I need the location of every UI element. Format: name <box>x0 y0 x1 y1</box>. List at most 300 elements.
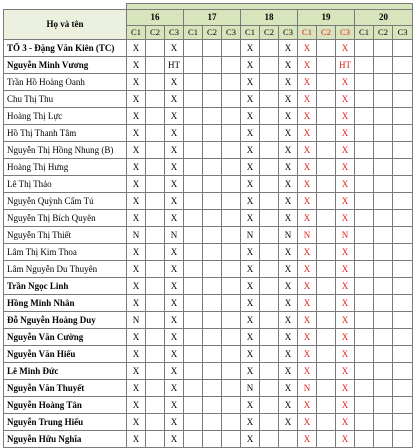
subcolumn-header-19-c2[interactable]: C2 <box>317 26 336 40</box>
attendance-cell[interactable]: X <box>127 142 146 159</box>
attendance-cell[interactable]: X <box>241 40 260 57</box>
attendance-cell[interactable] <box>203 40 222 57</box>
attendance-cell[interactable] <box>222 397 241 414</box>
person-name-cell[interactable]: Nguyễn Thị Hồng Nhung (B) <box>4 142 127 159</box>
person-name-cell[interactable]: Nguyễn Hoàng Tân <box>4 397 127 414</box>
attendance-cell[interactable]: X <box>127 244 146 261</box>
attendance-cell[interactable] <box>222 74 241 91</box>
person-name-cell[interactable]: Trần Hồ Hoàng Oanh <box>4 74 127 91</box>
attendance-cell[interactable] <box>260 159 279 176</box>
attendance-cell[interactable]: X <box>127 193 146 210</box>
attendance-cell[interactable] <box>317 414 336 431</box>
attendance-cell[interactable] <box>203 244 222 261</box>
attendance-cell[interactable]: X <box>279 261 298 278</box>
attendance-cell[interactable] <box>260 108 279 125</box>
attendance-cell[interactable] <box>393 74 413 91</box>
person-name-cell[interactable]: Nguyễn Thị Thiết <box>4 227 127 244</box>
attendance-cell[interactable] <box>184 57 203 74</box>
attendance-cell[interactable] <box>222 295 241 312</box>
attendance-cell[interactable] <box>355 244 374 261</box>
attendance-cell[interactable]: N <box>298 380 317 397</box>
attendance-cell[interactable] <box>146 227 165 244</box>
attendance-cell[interactable]: X <box>298 346 317 363</box>
attendance-cell[interactable] <box>317 210 336 227</box>
attendance-cell[interactable]: X <box>165 414 184 431</box>
attendance-cell[interactable]: X <box>336 193 355 210</box>
attendance-cell[interactable] <box>355 431 374 448</box>
attendance-cell[interactable]: X <box>279 159 298 176</box>
attendance-cell[interactable] <box>355 57 374 74</box>
attendance-cell[interactable] <box>260 431 279 448</box>
attendance-cell[interactable]: N <box>127 312 146 329</box>
attendance-cell[interactable] <box>317 193 336 210</box>
name-column-header[interactable]: Họ và tên <box>4 10 127 40</box>
attendance-cell[interactable]: X <box>298 108 317 125</box>
attendance-cell[interactable] <box>146 210 165 227</box>
attendance-cell[interactable]: X <box>241 176 260 193</box>
attendance-cell[interactable] <box>355 176 374 193</box>
attendance-cell[interactable] <box>317 380 336 397</box>
subcolumn-header-20-c1[interactable]: C1 <box>355 26 374 40</box>
person-name-cell[interactable]: Nguyễn Văn Thuyết <box>4 380 127 397</box>
attendance-cell[interactable] <box>222 193 241 210</box>
attendance-cell[interactable]: X <box>127 346 146 363</box>
attendance-cell[interactable] <box>317 91 336 108</box>
attendance-cell[interactable] <box>203 193 222 210</box>
attendance-cell[interactable] <box>184 261 203 278</box>
attendance-cell[interactable] <box>355 91 374 108</box>
attendance-cell[interactable] <box>222 91 241 108</box>
attendance-cell[interactable]: X <box>127 414 146 431</box>
attendance-cell[interactable] <box>222 125 241 142</box>
attendance-cell[interactable] <box>374 57 393 74</box>
attendance-cell[interactable]: X <box>241 125 260 142</box>
attendance-cell[interactable] <box>184 227 203 244</box>
attendance-cell[interactable]: X <box>165 91 184 108</box>
person-name-cell[interactable]: Nguyễn Văn Hiếu <box>4 346 127 363</box>
attendance-cell[interactable]: X <box>241 397 260 414</box>
attendance-cell[interactable] <box>355 74 374 91</box>
attendance-cell[interactable]: X <box>298 91 317 108</box>
attendance-cell[interactable] <box>355 210 374 227</box>
attendance-cell[interactable] <box>146 363 165 380</box>
attendance-cell[interactable]: X <box>279 329 298 346</box>
attendance-cell[interactable]: X <box>241 329 260 346</box>
attendance-cell[interactable] <box>317 261 336 278</box>
attendance-cell[interactable]: X <box>279 193 298 210</box>
attendance-cell[interactable] <box>260 176 279 193</box>
attendance-cell[interactable]: X <box>336 142 355 159</box>
attendance-cell[interactable]: X <box>165 40 184 57</box>
attendance-cell[interactable] <box>355 40 374 57</box>
attendance-cell[interactable]: N <box>298 227 317 244</box>
attendance-cell[interactable] <box>203 414 222 431</box>
attendance-cell[interactable] <box>203 142 222 159</box>
attendance-cell[interactable] <box>222 40 241 57</box>
attendance-cell[interactable] <box>317 159 336 176</box>
attendance-cell[interactable]: X <box>336 176 355 193</box>
attendance-cell[interactable] <box>203 125 222 142</box>
attendance-cell[interactable] <box>184 414 203 431</box>
person-name-cell[interactable]: Lê Minh Đức <box>4 363 127 380</box>
attendance-cell[interactable]: X <box>127 210 146 227</box>
attendance-cell[interactable]: X <box>165 261 184 278</box>
attendance-cell[interactable] <box>222 278 241 295</box>
attendance-cell[interactable]: X <box>241 295 260 312</box>
person-name-cell[interactable]: Nguyễn Hữu Nghĩa <box>4 431 127 448</box>
attendance-cell[interactable] <box>317 125 336 142</box>
person-name-cell[interactable]: Hồ Thị Thanh Tâm <box>4 125 127 142</box>
attendance-cell[interactable] <box>222 176 241 193</box>
attendance-cell[interactable] <box>146 159 165 176</box>
attendance-cell[interactable] <box>355 295 374 312</box>
attendance-cell[interactable] <box>374 295 393 312</box>
attendance-cell[interactable]: X <box>298 261 317 278</box>
attendance-cell[interactable]: X <box>241 91 260 108</box>
attendance-cell[interactable] <box>260 227 279 244</box>
attendance-cell[interactable]: X <box>336 363 355 380</box>
attendance-cell[interactable] <box>374 91 393 108</box>
attendance-cell[interactable]: X <box>336 40 355 57</box>
attendance-cell[interactable] <box>317 278 336 295</box>
attendance-cell[interactable] <box>222 380 241 397</box>
attendance-cell[interactable]: X <box>127 380 146 397</box>
attendance-cell[interactable] <box>393 312 413 329</box>
attendance-cell[interactable]: X <box>241 159 260 176</box>
attendance-cell[interactable] <box>184 295 203 312</box>
attendance-cell[interactable] <box>317 363 336 380</box>
attendance-cell[interactable]: X <box>279 346 298 363</box>
attendance-cell[interactable] <box>146 176 165 193</box>
attendance-cell[interactable] <box>374 40 393 57</box>
attendance-cell[interactable] <box>203 329 222 346</box>
attendance-cell[interactable]: X <box>279 142 298 159</box>
group-header-17[interactable]: 17 <box>184 10 241 26</box>
attendance-cell[interactable] <box>184 346 203 363</box>
attendance-cell[interactable] <box>146 414 165 431</box>
attendance-cell[interactable]: X <box>127 40 146 57</box>
attendance-cell[interactable] <box>260 91 279 108</box>
attendance-cell[interactable] <box>260 329 279 346</box>
attendance-cell[interactable]: N <box>165 227 184 244</box>
attendance-cell[interactable]: X <box>127 125 146 142</box>
attendance-cell[interactable]: X <box>298 312 317 329</box>
attendance-cell[interactable] <box>355 363 374 380</box>
attendance-cell[interactable]: X <box>165 210 184 227</box>
attendance-cell[interactable] <box>222 329 241 346</box>
attendance-cell[interactable]: X <box>298 295 317 312</box>
attendance-cell[interactable] <box>260 40 279 57</box>
attendance-cell[interactable] <box>393 125 413 142</box>
person-name-cell[interactable]: Nguyễn Trung Hiếu <box>4 414 127 431</box>
attendance-cell[interactable]: X <box>336 278 355 295</box>
person-name-cell[interactable]: Hoàng Thị Hưng <box>4 159 127 176</box>
attendance-cell[interactable] <box>393 159 413 176</box>
attendance-cell[interactable] <box>374 261 393 278</box>
attendance-cell[interactable]: X <box>298 244 317 261</box>
attendance-cell[interactable]: X <box>241 57 260 74</box>
attendance-cell[interactable]: X <box>165 125 184 142</box>
attendance-cell[interactable] <box>146 261 165 278</box>
attendance-cell[interactable] <box>317 142 336 159</box>
attendance-cell[interactable]: X <box>298 40 317 57</box>
attendance-cell[interactable]: X <box>127 397 146 414</box>
attendance-cell[interactable] <box>146 380 165 397</box>
attendance-cell[interactable] <box>260 397 279 414</box>
attendance-cell[interactable]: X <box>336 397 355 414</box>
attendance-cell[interactable]: X <box>241 278 260 295</box>
attendance-cell[interactable] <box>393 40 413 57</box>
attendance-cell[interactable]: X <box>298 414 317 431</box>
attendance-cell[interactable] <box>374 312 393 329</box>
attendance-cell[interactable] <box>203 380 222 397</box>
attendance-cell[interactable] <box>374 108 393 125</box>
attendance-cell[interactable] <box>374 380 393 397</box>
attendance-cell[interactable] <box>203 74 222 91</box>
attendance-cell[interactable] <box>374 346 393 363</box>
subcolumn-header-18-c1[interactable]: C1 <box>241 26 260 40</box>
subcolumn-header-20-c2[interactable]: C2 <box>374 26 393 40</box>
attendance-cell[interactable] <box>355 312 374 329</box>
attendance-cell[interactable]: X <box>241 74 260 91</box>
attendance-cell[interactable]: X <box>165 295 184 312</box>
attendance-cell[interactable]: X <box>279 312 298 329</box>
attendance-cell[interactable] <box>203 346 222 363</box>
attendance-cell[interactable]: X <box>241 193 260 210</box>
attendance-cell[interactable]: X <box>165 431 184 448</box>
attendance-cell[interactable] <box>203 210 222 227</box>
attendance-cell[interactable] <box>260 363 279 380</box>
attendance-cell[interactable]: X <box>279 125 298 142</box>
attendance-cell[interactable]: X <box>279 108 298 125</box>
attendance-cell[interactable] <box>222 159 241 176</box>
subcolumn-header-17-c2[interactable]: C2 <box>203 26 222 40</box>
attendance-cell[interactable]: X <box>279 91 298 108</box>
attendance-cell[interactable] <box>393 346 413 363</box>
subcolumn-header-16-c1[interactable]: C1 <box>127 26 146 40</box>
attendance-cell[interactable] <box>184 329 203 346</box>
attendance-cell[interactable]: X <box>165 159 184 176</box>
attendance-cell[interactable]: N <box>241 380 260 397</box>
attendance-cell[interactable] <box>146 142 165 159</box>
attendance-cell[interactable]: X <box>165 278 184 295</box>
attendance-cell[interactable] <box>317 312 336 329</box>
attendance-cell[interactable] <box>184 125 203 142</box>
attendance-cell[interactable] <box>203 261 222 278</box>
attendance-cell[interactable] <box>355 159 374 176</box>
attendance-cell[interactable] <box>222 431 241 448</box>
attendance-cell[interactable] <box>146 40 165 57</box>
attendance-cell[interactable]: X <box>298 57 317 74</box>
attendance-cell[interactable]: X <box>127 176 146 193</box>
subcolumn-header-18-c3[interactable]: C3 <box>279 26 298 40</box>
attendance-cell[interactable]: HT <box>165 57 184 74</box>
attendance-cell[interactable]: X <box>241 431 260 448</box>
attendance-cell[interactable]: X <box>298 74 317 91</box>
attendance-cell[interactable]: X <box>241 346 260 363</box>
attendance-cell[interactable] <box>355 414 374 431</box>
attendance-cell[interactable]: X <box>298 159 317 176</box>
subcolumn-header-20-c3[interactable]: C3 <box>393 26 413 40</box>
attendance-cell[interactable]: X <box>241 108 260 125</box>
attendance-cell[interactable] <box>393 210 413 227</box>
attendance-cell[interactable] <box>393 227 413 244</box>
attendance-cell[interactable]: X <box>336 74 355 91</box>
attendance-cell[interactable]: X <box>165 346 184 363</box>
attendance-cell[interactable]: X <box>127 431 146 448</box>
attendance-cell[interactable] <box>222 108 241 125</box>
attendance-cell[interactable]: X <box>241 142 260 159</box>
attendance-cell[interactable] <box>184 210 203 227</box>
attendance-cell[interactable] <box>374 125 393 142</box>
attendance-cell[interactable] <box>222 363 241 380</box>
attendance-cell[interactable] <box>393 142 413 159</box>
attendance-cell[interactable]: X <box>336 261 355 278</box>
attendance-cell[interactable] <box>203 397 222 414</box>
attendance-cell[interactable] <box>222 261 241 278</box>
attendance-cell[interactable] <box>374 176 393 193</box>
attendance-cell[interactable] <box>374 193 393 210</box>
attendance-cell[interactable] <box>393 397 413 414</box>
attendance-cell[interactable]: X <box>336 431 355 448</box>
attendance-cell[interactable] <box>393 295 413 312</box>
attendance-cell[interactable] <box>355 397 374 414</box>
subcolumn-header-19-c3[interactable]: C3 <box>336 26 355 40</box>
attendance-cell[interactable] <box>184 380 203 397</box>
attendance-cell[interactable] <box>393 431 413 448</box>
attendance-cell[interactable] <box>374 363 393 380</box>
attendance-cell[interactable] <box>260 312 279 329</box>
attendance-cell[interactable]: X <box>241 210 260 227</box>
attendance-cell[interactable]: X <box>298 210 317 227</box>
attendance-cell[interactable] <box>146 193 165 210</box>
subcolumn-header-16-c2[interactable]: C2 <box>146 26 165 40</box>
attendance-cell[interactable] <box>222 57 241 74</box>
subcolumn-header-16-c3[interactable]: C3 <box>165 26 184 40</box>
attendance-cell[interactable] <box>317 346 336 363</box>
attendance-cell[interactable]: X <box>165 312 184 329</box>
attendance-cell[interactable]: X <box>336 108 355 125</box>
attendance-cell[interactable]: X <box>279 363 298 380</box>
attendance-cell[interactable]: X <box>298 329 317 346</box>
attendance-cell[interactable] <box>260 278 279 295</box>
attendance-cell[interactable]: X <box>298 431 317 448</box>
attendance-cell[interactable] <box>317 57 336 74</box>
attendance-cell[interactable]: X <box>336 329 355 346</box>
attendance-cell[interactable] <box>184 193 203 210</box>
attendance-cell[interactable]: X <box>127 278 146 295</box>
attendance-cell[interactable] <box>374 431 393 448</box>
attendance-cell[interactable]: X <box>336 91 355 108</box>
attendance-cell[interactable]: X <box>279 210 298 227</box>
attendance-cell[interactable] <box>374 329 393 346</box>
attendance-cell[interactable] <box>203 176 222 193</box>
attendance-cell[interactable] <box>222 142 241 159</box>
attendance-cell[interactable] <box>146 431 165 448</box>
person-name-cell[interactable]: Nguyễn Quỳnh Cẩm Tú <box>4 193 127 210</box>
attendance-cell[interactable] <box>279 431 298 448</box>
attendance-cell[interactable] <box>184 278 203 295</box>
attendance-cell[interactable]: X <box>165 142 184 159</box>
attendance-cell[interactable] <box>146 57 165 74</box>
attendance-cell[interactable] <box>260 380 279 397</box>
attendance-cell[interactable] <box>146 244 165 261</box>
attendance-cell[interactable]: X <box>298 142 317 159</box>
attendance-cell[interactable] <box>374 210 393 227</box>
attendance-cell[interactable] <box>355 329 374 346</box>
attendance-cell[interactable] <box>355 125 374 142</box>
attendance-cell[interactable] <box>184 312 203 329</box>
attendance-cell[interactable]: X <box>165 244 184 261</box>
attendance-cell[interactable]: X <box>127 74 146 91</box>
attendance-cell[interactable] <box>184 431 203 448</box>
attendance-cell[interactable] <box>184 176 203 193</box>
attendance-cell[interactable] <box>184 244 203 261</box>
attendance-cell[interactable] <box>317 431 336 448</box>
attendance-cell[interactable]: N <box>127 227 146 244</box>
attendance-cell[interactable] <box>260 295 279 312</box>
attendance-cell[interactable]: X <box>241 363 260 380</box>
attendance-cell[interactable] <box>374 142 393 159</box>
attendance-cell[interactable]: X <box>127 295 146 312</box>
attendance-cell[interactable] <box>393 329 413 346</box>
attendance-cell[interactable] <box>317 295 336 312</box>
attendance-cell[interactable] <box>203 159 222 176</box>
attendance-cell[interactable] <box>203 57 222 74</box>
attendance-cell[interactable]: X <box>165 108 184 125</box>
attendance-cell[interactable]: X <box>336 244 355 261</box>
attendance-cell[interactable]: X <box>279 414 298 431</box>
group-header-16[interactable]: 16 <box>127 10 184 26</box>
attendance-cell[interactable] <box>203 312 222 329</box>
person-name-cell[interactable]: Nguyễn Văn Cường <box>4 329 127 346</box>
person-name-cell[interactable]: Lê Thị Thảo <box>4 176 127 193</box>
attendance-cell[interactable] <box>393 363 413 380</box>
attendance-cell[interactable]: X <box>241 244 260 261</box>
attendance-cell[interactable]: X <box>336 210 355 227</box>
attendance-cell[interactable]: X <box>127 363 146 380</box>
attendance-cell[interactable] <box>222 414 241 431</box>
attendance-cell[interactable]: X <box>127 91 146 108</box>
person-name-cell[interactable]: Nguyễn Thị Bích Quyên <box>4 210 127 227</box>
attendance-cell[interactable]: N <box>279 227 298 244</box>
attendance-cell[interactable] <box>355 227 374 244</box>
attendance-cell[interactable]: X <box>165 74 184 91</box>
attendance-cell[interactable] <box>260 57 279 74</box>
attendance-cell[interactable]: X <box>336 125 355 142</box>
attendance-cell[interactable] <box>374 74 393 91</box>
attendance-cell[interactable] <box>203 295 222 312</box>
attendance-cell[interactable]: X <box>336 380 355 397</box>
attendance-cell[interactable] <box>184 91 203 108</box>
subcolumn-header-19-c1[interactable]: C1 <box>298 26 317 40</box>
attendance-cell[interactable]: X <box>279 244 298 261</box>
attendance-cell[interactable] <box>146 329 165 346</box>
attendance-cell[interactable] <box>146 91 165 108</box>
attendance-cell[interactable] <box>260 193 279 210</box>
attendance-cell[interactable]: X <box>241 312 260 329</box>
attendance-cell[interactable] <box>355 380 374 397</box>
attendance-cell[interactable]: N <box>241 227 260 244</box>
attendance-cell[interactable]: X <box>279 380 298 397</box>
attendance-cell[interactable] <box>184 40 203 57</box>
attendance-cell[interactable] <box>393 244 413 261</box>
attendance-cell[interactable] <box>222 227 241 244</box>
attendance-cell[interactable]: X <box>165 329 184 346</box>
attendance-cell[interactable] <box>317 329 336 346</box>
attendance-cell[interactable]: X <box>127 159 146 176</box>
attendance-cell[interactable]: X <box>127 108 146 125</box>
